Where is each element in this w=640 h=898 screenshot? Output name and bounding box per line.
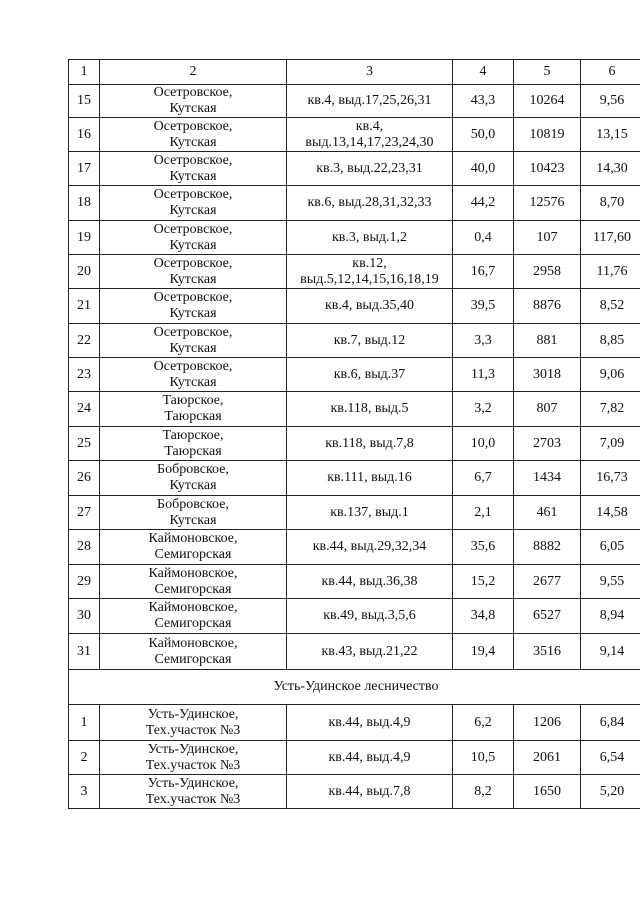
quarter-allotment-cell bbox=[287, 461, 453, 496]
forestry-name-cell-line: Осетровское, bbox=[153, 290, 233, 305]
quarter-allotment-cell-line: кв.43, выд.21,22 bbox=[321, 643, 418, 659]
forestry-name-cell-line: Кутская bbox=[169, 374, 217, 390]
forestry-name-cell-line: Бобровское, bbox=[157, 496, 229, 512]
forestry-name-cell-line: Кутская bbox=[169, 512, 217, 528]
forestry-name-cell bbox=[100, 634, 287, 670]
volume-cell: 1650 bbox=[514, 775, 581, 809]
table-row bbox=[69, 461, 640, 496]
forestry-name-cell bbox=[100, 705, 287, 741]
rate-cell: 9,06 bbox=[581, 358, 640, 392]
section-title: Усть-Удинское лесничество bbox=[69, 670, 640, 705]
forestry-name-cell-line: Бобровское, bbox=[157, 462, 229, 477]
table-row bbox=[69, 118, 640, 152]
forestry-name-cell-line: Таюрская bbox=[164, 443, 222, 459]
table-row bbox=[69, 496, 640, 530]
quarter-allotment-cell-line: кв.3, выд.1,2 bbox=[331, 229, 408, 245]
rate-cell: 8,94 bbox=[581, 599, 640, 634]
quarter-allotment-cell bbox=[287, 741, 453, 775]
quarter-allotment-cell-line: кв.44, выд.36,38 bbox=[321, 573, 418, 589]
quarter-allotment-cell-line: кв.118, выд.7,8 bbox=[325, 435, 414, 451]
quarter-allotment-cell-line: кв.118, выд.5 bbox=[330, 401, 409, 416]
area-cell: 39,5 bbox=[453, 289, 514, 324]
rate-cell: 6,05 bbox=[581, 530, 640, 565]
quarter-allotment-cell bbox=[287, 324, 453, 358]
forestry-name-cell-line: Осетровское, bbox=[153, 221, 233, 237]
rate-cell: 8,52 bbox=[581, 289, 640, 324]
forestry-name-cell bbox=[100, 118, 287, 152]
table-row bbox=[69, 289, 640, 324]
quarter-allotment-cell-line: кв.111, выд.16 bbox=[327, 470, 412, 485]
area-cell: 44,2 bbox=[453, 186, 514, 221]
forestry-name-cell bbox=[100, 392, 287, 427]
row-number-cell: 19 bbox=[69, 221, 100, 255]
quarter-allotment-cell-line: кв.6, выд.28,31,32,33 bbox=[307, 195, 432, 210]
rate-cell: 6,84 bbox=[581, 705, 640, 741]
quarter-allotment-cell-line: выд.5,12,14,15,16,18,19 bbox=[300, 271, 439, 287]
forestry-name-cell-line: Таюрское, bbox=[162, 393, 224, 408]
row-number-cell: 21 bbox=[69, 289, 100, 324]
table-row bbox=[69, 775, 640, 809]
rate-cell: 9,56 bbox=[581, 85, 640, 118]
forestry-name-cell-line: Кутская bbox=[169, 478, 217, 493]
quarter-allotment-cell-line: кв.4, bbox=[355, 118, 384, 134]
volume-cell: 2703 bbox=[514, 427, 581, 461]
row-number-cell: 16 bbox=[69, 118, 100, 152]
rate-cell: 9,55 bbox=[581, 565, 640, 599]
quarter-allotment-cell-line: кв.49, выд.3,5,6 bbox=[323, 608, 416, 623]
quarter-allotment-cell bbox=[287, 634, 453, 670]
quarter-allotment-cell-line: кв.44, выд.4,9 bbox=[328, 749, 411, 765]
quarter-allotment-cell-line: кв.44, выд.7,8 bbox=[328, 783, 411, 799]
rate-cell: 5,20 bbox=[581, 775, 640, 809]
table-row bbox=[69, 85, 640, 118]
forestry-name-cell bbox=[100, 255, 287, 289]
header-cell: 1 bbox=[69, 60, 100, 85]
area-cell: 40,0 bbox=[453, 152, 514, 186]
quarter-allotment-cell-line: кв.12, bbox=[352, 255, 387, 271]
header-cell: 4 bbox=[453, 60, 514, 85]
forestry-name-cell-line: Тех.участок №3 bbox=[145, 791, 241, 807]
area-cell: 16,7 bbox=[453, 255, 514, 289]
quarter-allotment-cell bbox=[287, 427, 453, 461]
forestry-name-cell-line: Семигорская bbox=[154, 547, 232, 562]
forestry-name-cell-line: Кутская bbox=[169, 101, 217, 116]
forestry-name-cell bbox=[100, 186, 287, 221]
table-row bbox=[69, 152, 640, 186]
quarter-allotment-cell-line: кв.4, выд.35,40 bbox=[324, 298, 415, 313]
table-row bbox=[69, 530, 640, 565]
forestry-name-cell-line: Кутская bbox=[169, 168, 217, 184]
quarter-allotment-cell bbox=[287, 255, 453, 289]
quarter-allotment-cell bbox=[287, 186, 453, 221]
quarter-allotment-cell bbox=[287, 565, 453, 599]
forestry-name-cell bbox=[100, 85, 287, 118]
forestry-name-cell bbox=[100, 530, 287, 565]
area-cell: 10,0 bbox=[453, 427, 514, 461]
table-row bbox=[69, 324, 640, 358]
forestry-name-cell-line: Тех.участок №3 bbox=[145, 722, 241, 738]
forestry-name-cell-line: Осетровское, bbox=[153, 358, 233, 374]
rate-cell: 7,09 bbox=[581, 427, 640, 461]
row-number-cell: 18 bbox=[69, 186, 100, 221]
volume-cell: 461 bbox=[514, 496, 581, 530]
area-cell: 43,3 bbox=[453, 85, 514, 118]
row-number-cell: 2 bbox=[69, 741, 100, 775]
row-number-cell: 22 bbox=[69, 324, 100, 358]
quarter-allotment-cell-line: кв.137, выд.1 bbox=[330, 504, 409, 520]
forest-plots-table bbox=[68, 59, 640, 809]
volume-cell: 10819 bbox=[514, 118, 581, 152]
forestry-name-cell-line: Осетровское, bbox=[153, 85, 233, 100]
header-cell: 3 bbox=[287, 60, 453, 85]
forestry-name-cell bbox=[100, 358, 287, 392]
quarter-allotment-cell bbox=[287, 496, 453, 530]
header-cell: 2 bbox=[100, 60, 287, 85]
volume-cell: 2958 bbox=[514, 255, 581, 289]
forestry-name-cell bbox=[100, 775, 287, 809]
row-number-cell: 20 bbox=[69, 255, 100, 289]
volume-cell: 10264 bbox=[514, 85, 581, 118]
rate-cell: 14,58 bbox=[581, 496, 640, 530]
table-row bbox=[69, 186, 640, 221]
row-number-cell: 25 bbox=[69, 427, 100, 461]
table-row bbox=[69, 221, 640, 255]
rate-cell: 6,54 bbox=[581, 741, 640, 775]
volume-cell: 10423 bbox=[514, 152, 581, 186]
quarter-allotment-cell bbox=[287, 152, 453, 186]
forestry-name-cell-line: Осетровское, bbox=[153, 324, 233, 340]
rate-cell: 8,70 bbox=[581, 186, 640, 221]
forestry-name-cell-line: Усть-Удинское, bbox=[147, 775, 239, 791]
forestry-name-cell-line: Таюрское, bbox=[162, 427, 224, 443]
table-row bbox=[69, 741, 640, 775]
forestry-name-cell-line: Кутская bbox=[169, 203, 217, 218]
forestry-name-cell-line: Осетровское, bbox=[153, 152, 233, 168]
forestry-name-cell bbox=[100, 741, 287, 775]
table-row bbox=[69, 705, 640, 741]
forestry-name-cell-line: Кутская bbox=[169, 134, 217, 150]
forestry-name-cell-line: Осетровское, bbox=[153, 255, 233, 271]
forestry-name-cell bbox=[100, 289, 287, 324]
forestry-name-cell-line: Каймоновское, bbox=[148, 635, 238, 651]
volume-cell: 807 bbox=[514, 392, 581, 427]
table-row bbox=[69, 255, 640, 289]
forestry-name-cell-line: Тех.участок №3 bbox=[145, 757, 241, 773]
volume-cell: 6527 bbox=[514, 599, 581, 634]
table-row bbox=[69, 565, 640, 599]
quarter-allotment-cell-line: кв.7, выд.12 bbox=[333, 332, 406, 348]
quarter-allotment-cell bbox=[287, 705, 453, 741]
forestry-name-cell-line: Каймоновское, bbox=[148, 565, 238, 581]
volume-cell: 8876 bbox=[514, 289, 581, 324]
row-number-cell: 17 bbox=[69, 152, 100, 186]
volume-cell: 8882 bbox=[514, 530, 581, 565]
forestry-name-cell bbox=[100, 599, 287, 634]
area-cell: 50,0 bbox=[453, 118, 514, 152]
forestry-name-cell-line: Семигорская bbox=[154, 581, 232, 597]
volume-cell: 881 bbox=[514, 324, 581, 358]
quarter-allotment-cell-line: кв.44, выд.29,32,34 bbox=[312, 539, 427, 554]
rate-cell: 117,60 bbox=[581, 221, 640, 255]
forestry-name-cell-line: Осетровское, bbox=[153, 118, 233, 134]
area-cell: 11,3 bbox=[453, 358, 514, 392]
table-row bbox=[69, 427, 640, 461]
quarter-allotment-cell-line: кв.4, выд.17,25,26,31 bbox=[307, 93, 432, 108]
quarter-allotment-cell bbox=[287, 85, 453, 118]
forestry-name-cell bbox=[100, 496, 287, 530]
area-cell: 35,6 bbox=[453, 530, 514, 565]
table-row bbox=[69, 599, 640, 634]
forestry-name-cell bbox=[100, 461, 287, 496]
header-cell: 6 bbox=[581, 60, 640, 85]
rate-cell: 11,76 bbox=[581, 255, 640, 289]
row-number-cell: 15 bbox=[69, 85, 100, 118]
quarter-allotment-cell bbox=[287, 392, 453, 427]
volume-cell: 3018 bbox=[514, 358, 581, 392]
forestry-name-cell bbox=[100, 427, 287, 461]
forestry-name-cell bbox=[100, 565, 287, 599]
row-number-cell: 28 bbox=[69, 530, 100, 565]
area-cell: 6,7 bbox=[453, 461, 514, 496]
section-row bbox=[69, 670, 640, 705]
forestry-name-cell-line: Таюрская bbox=[164, 409, 222, 424]
rate-cell: 16,73 bbox=[581, 461, 640, 496]
forestry-name-cell bbox=[100, 152, 287, 186]
forestry-name-cell bbox=[100, 324, 287, 358]
volume-cell: 1206 bbox=[514, 705, 581, 741]
header-row bbox=[69, 60, 640, 85]
area-cell: 10,5 bbox=[453, 741, 514, 775]
quarter-allotment-cell-line: кв.6, выд.37 bbox=[333, 366, 406, 382]
forestry-name-cell-line: Кутская bbox=[169, 271, 217, 287]
forestry-name-cell-line: Кутская bbox=[169, 306, 217, 321]
area-cell: 2,1 bbox=[453, 496, 514, 530]
volume-cell: 1434 bbox=[514, 461, 581, 496]
area-cell: 0,4 bbox=[453, 221, 514, 255]
row-number-cell: 24 bbox=[69, 392, 100, 427]
rate-cell: 9,14 bbox=[581, 634, 640, 670]
row-number-cell: 31 bbox=[69, 634, 100, 670]
table-row bbox=[69, 358, 640, 392]
volume-cell: 2061 bbox=[514, 741, 581, 775]
volume-cell: 3516 bbox=[514, 634, 581, 670]
forestry-name-cell-line: Кутская bbox=[169, 340, 217, 356]
forestry-name-cell-line: Каймоновское, bbox=[148, 531, 238, 546]
table-row bbox=[69, 392, 640, 427]
row-number-cell: 1 bbox=[69, 705, 100, 741]
row-number-cell: 23 bbox=[69, 358, 100, 392]
forestry-name-cell-line: Семигорская bbox=[154, 616, 232, 631]
area-cell: 15,2 bbox=[453, 565, 514, 599]
area-cell: 3,3 bbox=[453, 324, 514, 358]
volume-cell: 12576 bbox=[514, 186, 581, 221]
forestry-name-cell-line: Осетровское, bbox=[153, 187, 233, 202]
quarter-allotment-cell bbox=[287, 775, 453, 809]
row-number-cell: 29 bbox=[69, 565, 100, 599]
rate-cell: 13,15 bbox=[581, 118, 640, 152]
rate-cell: 14,30 bbox=[581, 152, 640, 186]
row-number-cell: 26 bbox=[69, 461, 100, 496]
row-number-cell: 3 bbox=[69, 775, 100, 809]
quarter-allotment-cell bbox=[287, 289, 453, 324]
area-cell: 34,8 bbox=[453, 599, 514, 634]
quarter-allotment-cell bbox=[287, 118, 453, 152]
area-cell: 19,4 bbox=[453, 634, 514, 670]
forestry-name-cell-line: Каймоновское, bbox=[148, 600, 238, 615]
quarter-allotment-cell bbox=[287, 221, 453, 255]
forestry-name-cell-line: Усть-Удинское, bbox=[147, 741, 239, 757]
area-cell: 3,2 bbox=[453, 392, 514, 427]
quarter-allotment-cell bbox=[287, 530, 453, 565]
row-number-cell: 27 bbox=[69, 496, 100, 530]
forestry-name-cell-line: Кутская bbox=[169, 237, 217, 253]
area-cell: 8,2 bbox=[453, 775, 514, 809]
quarter-allotment-cell bbox=[287, 358, 453, 392]
header-cell: 5 bbox=[514, 60, 581, 85]
volume-cell: 107 bbox=[514, 221, 581, 255]
forestry-name-cell-line: Семигорская bbox=[154, 651, 232, 667]
rate-cell: 8,85 bbox=[581, 324, 640, 358]
quarter-allotment-cell-line: выд.13,14,17,23,24,30 bbox=[305, 134, 434, 150]
table-row bbox=[69, 634, 640, 670]
volume-cell: 2677 bbox=[514, 565, 581, 599]
row-number-cell: 30 bbox=[69, 599, 100, 634]
rate-cell: 7,82 bbox=[581, 392, 640, 427]
forestry-name-cell bbox=[100, 221, 287, 255]
quarter-allotment-cell-line: кв.44, выд.4,9 bbox=[328, 714, 411, 730]
forestry-name-cell-line: Усть-Удинское, bbox=[147, 706, 239, 722]
area-cell: 6,2 bbox=[453, 705, 514, 741]
quarter-allotment-cell-line: кв.3, выд.22,23,31 bbox=[316, 160, 423, 176]
quarter-allotment-cell bbox=[287, 599, 453, 634]
